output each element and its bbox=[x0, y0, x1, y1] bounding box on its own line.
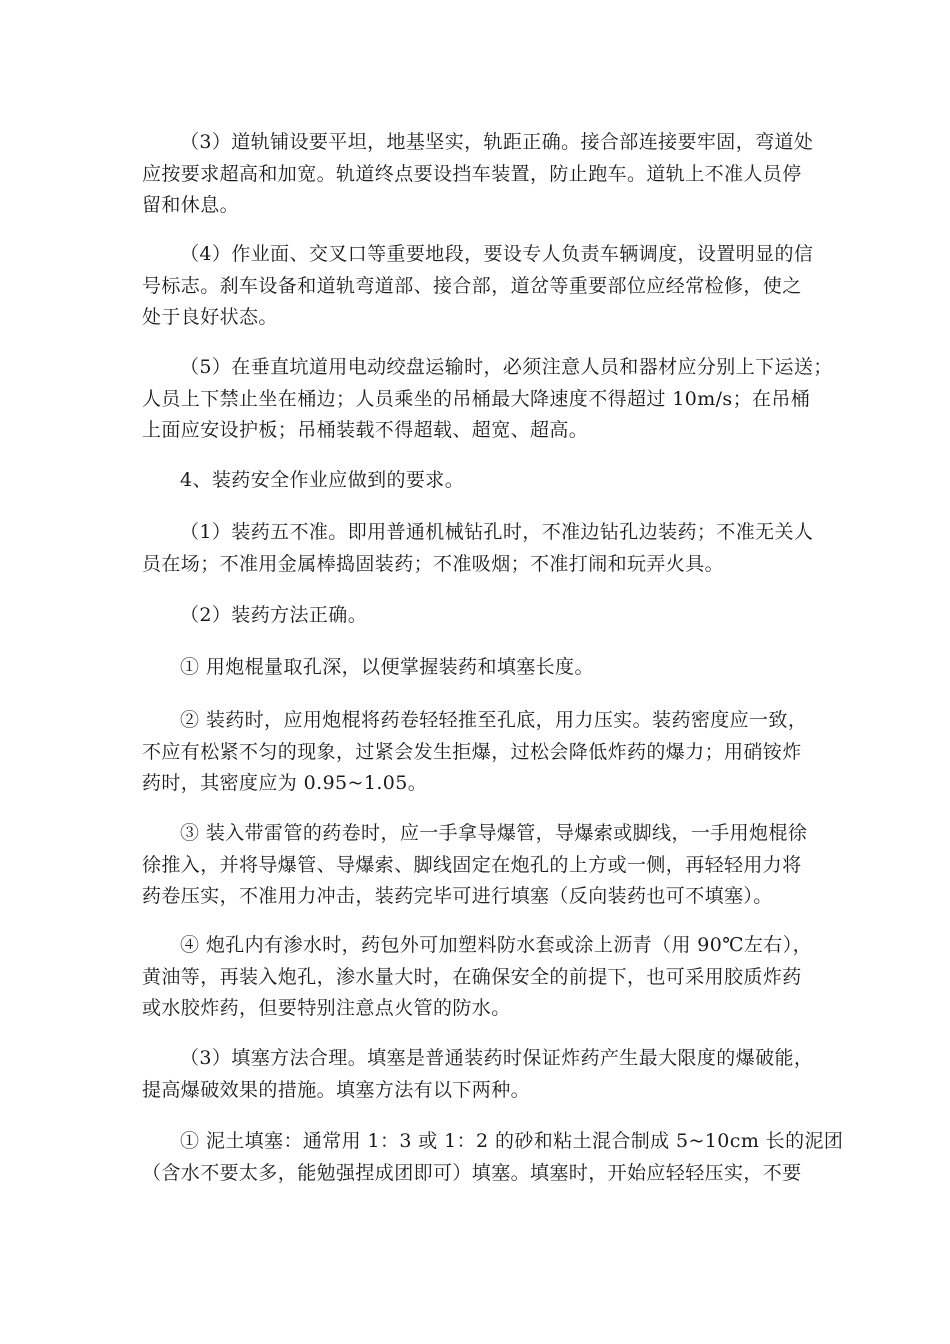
text-line: 药时，其密度应为 0.95~1.05。 bbox=[142, 772, 428, 794]
paragraph-item-4 bbox=[142, 930, 822, 1025]
text-line: ① 泥土填塞：通常用 1：3 或 1：2 的砂和粘土混合制成 5~10cm 长的泥团 bbox=[180, 1130, 844, 1152]
text-line: 不应有松紧不匀的现象，过紧会发生拒爆，过松会降低炸药的爆力；用硝铵炸 bbox=[142, 740, 802, 763]
text-line: 号标志。刹车设备和道轨弯道部、接合部，道岔等重要部位应经常检修，使之 bbox=[142, 274, 802, 297]
text-line: （5）在垂直坑道用电动绞盘运输时，必须注意人员和器材应分别上下运送； bbox=[180, 356, 833, 378]
text-line: 黄油等，再装入炮孔，渗水量大时，在确保安全的前提下，也可采用胶质炸药 bbox=[142, 965, 802, 988]
section-heading-charging bbox=[142, 465, 822, 497]
paragraph-clay-stemming bbox=[142, 1126, 844, 1189]
text-line: （4）作业面、交叉口等重要地段，要设专人负责车辆调度，设置明显的信 bbox=[180, 243, 814, 265]
paragraph-vertical-shaft bbox=[142, 352, 833, 447]
text-line: 处于良好状态。 bbox=[142, 306, 278, 328]
paragraph-five-prohibitions bbox=[142, 517, 822, 580]
text-line: 或水胶炸药，但要特别注意点火管的防水。 bbox=[142, 997, 511, 1019]
text-line: 留和休息。 bbox=[142, 194, 240, 216]
text-line: 药卷压实，不准用力冲击，装药完毕可进行填塞（反向装药也可不填塞）。 bbox=[142, 885, 773, 907]
text-line: （3）道轨铺设要平坦，地基坚实，轨距正确。接合部连接要牢固，弯道处 bbox=[180, 131, 814, 153]
paragraph-stemming-method bbox=[142, 1043, 822, 1106]
paragraph-vehicle-dispatch bbox=[142, 239, 822, 334]
paragraph-item-3 bbox=[142, 818, 822, 913]
text-line: 员在场；不准用金属棒捣固装药；不准吸烟；不准打闹和玩弄火具。 bbox=[142, 552, 725, 575]
text-line: （2）装药方法正确。 bbox=[180, 604, 368, 626]
text-line: ② 装药时，应用炮棍将药卷轻轻推至孔底，用力压实。装药密度应一致， bbox=[180, 709, 808, 731]
text-line: 提高爆破效果的措施。填塞方法有以下两种。 bbox=[142, 1078, 531, 1101]
text-line: 应按要求超高和加宽。轨道终点要设挡车装置，防止跑车。道轨上不准人员停 bbox=[142, 162, 802, 185]
text-line: 4、装药安全作业应做到的要求。 bbox=[180, 469, 465, 491]
paragraph-item-2 bbox=[142, 705, 822, 800]
text-line: ④ 炮孔内有渗水时，药包外可加塑料防水套或涂上沥青（用 90℃左右）， bbox=[180, 934, 813, 956]
text-line: 徐推入，并将导爆管、导爆索、脚线固定在炮孔的上方或一侧，再轻轻用力将 bbox=[142, 853, 802, 876]
text-line: ① 用炮棍量取孔深，以便掌握装药和填塞长度。 bbox=[180, 656, 594, 678]
text-line: 人员上下禁止坐在桶边；人员乘坐的吊桶最大降速度不得超过 10m/s；在吊桶 bbox=[142, 387, 811, 410]
paragraph-charging-method bbox=[142, 600, 822, 632]
text-line: （1）装药五不准。即用普通机械钻孔时，不准边钻孔边装药；不准无关人 bbox=[180, 521, 814, 543]
text-line: ③ 装入带雷管的药卷时，应一手拿导爆管，导爆索或脚线，一手用炮棍徐 bbox=[180, 822, 808, 844]
text-line: （含水不要太多，能勉强捏成团即可）填塞。填塞时，开始应轻轻压实，不要 bbox=[142, 1161, 802, 1184]
paragraph-item-1 bbox=[142, 652, 822, 684]
text-line: 上面应安设护板；吊桶装载不得超载、超宽、超高。 bbox=[142, 419, 589, 441]
paragraph-track-laying bbox=[142, 127, 822, 222]
text-line: （3）填塞方法合理。填塞是普通装药时保证炸药产生最大限度的爆破能， bbox=[180, 1047, 814, 1069]
